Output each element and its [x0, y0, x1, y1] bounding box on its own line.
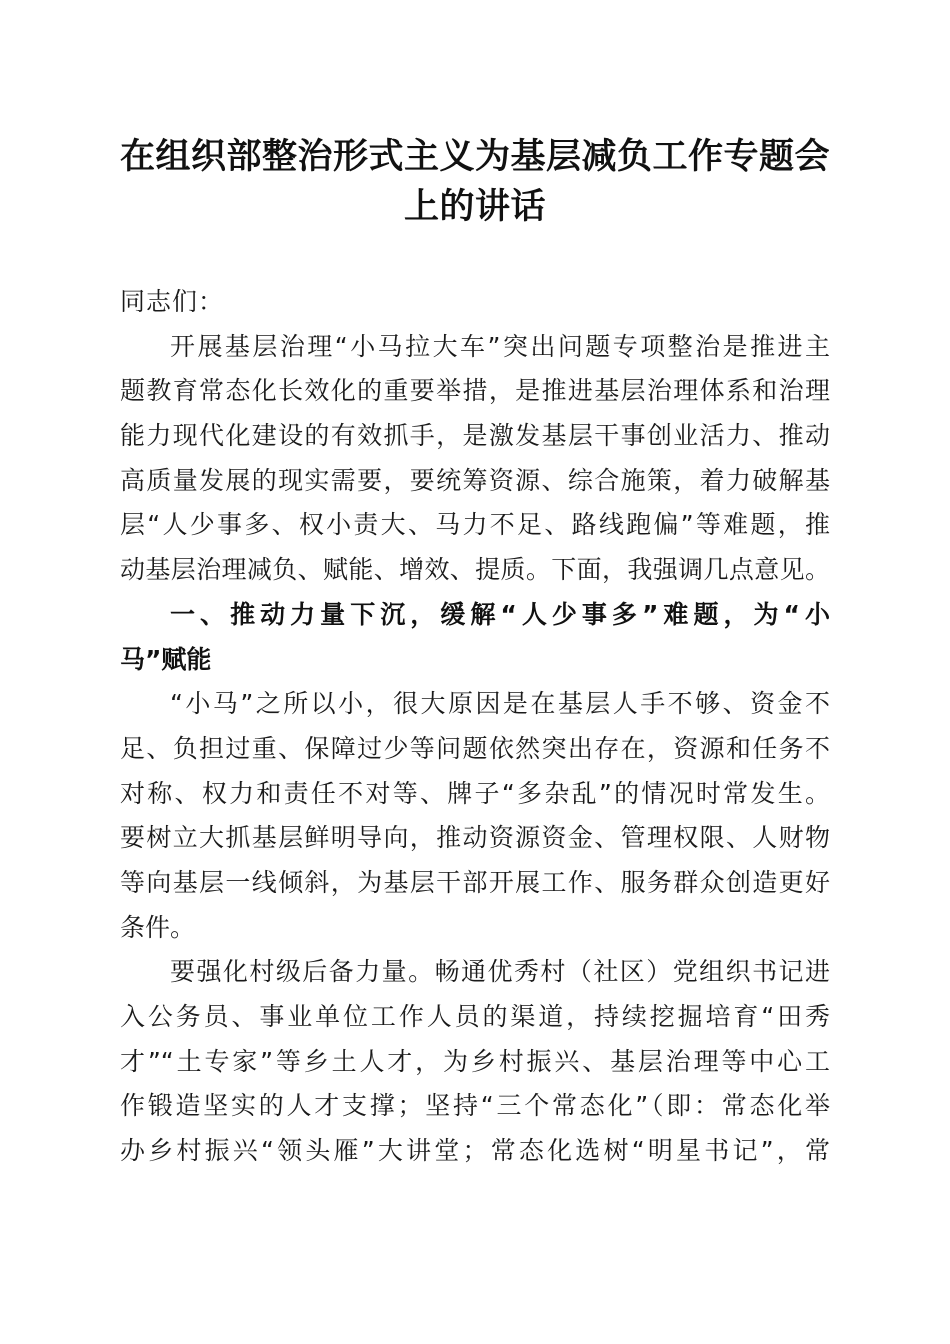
greeting: 同志们：: [120, 287, 225, 316]
paragraph-line: 动基层治理减负、赋能、增效、提质。下面，我强调几点意见。: [120, 555, 830, 585]
paragraph-line: 才”“土专家”等乡土人才，为乡村振兴、基层治理等中心工: [120, 1046, 830, 1076]
paragraph-3: [120, 950, 830, 1173]
paragraph-line: 开展基层治理“小马拉大车”突出问题专项整治是推进主: [170, 331, 830, 361]
paragraph-line: 层“人少事多、权小责大、马力不足、路线跑偏”等难题，推: [120, 510, 830, 540]
paragraph-line: 高质量发展的现实需要，要统筹资源、综合施策，着力破解基: [120, 465, 830, 495]
paragraph-line: 要强化村级后备力量。畅通优秀村（社区）党组织书记进: [170, 957, 830, 987]
paragraph-1: [120, 325, 830, 593]
document-title: [100, 132, 850, 232]
paragraph-line: 等向基层一线倾斜，为基层干部开展工作、服务群众创造更好: [120, 867, 830, 897]
paragraph-line: 对称、权力和责任不对等、牌子“多杂乱”的情况时常发生。: [120, 778, 830, 808]
paragraph-line: “小马”之所以小，很大原因是在基层人手不够、资金不: [170, 689, 830, 719]
paragraph-line: 足、负担过重、保障过少等问题依然突出存在，资源和任务不: [120, 733, 830, 763]
heading-line: 马”赋能: [120, 644, 212, 674]
paragraph-line: 能力现代化建设的有效抓手，是激发基层干事创业活力、推动: [120, 421, 830, 451]
title-line: 上的讲话: [403, 186, 546, 227]
paragraph-2: [120, 682, 830, 950]
paragraph-line: 题教育常态化长效化的重要举措，是推进基层治理体系和治理: [120, 376, 830, 406]
paragraph-line: 入公务员、事业单位工作人员的渠道，持续挖掘培育“田秀: [120, 1002, 830, 1031]
paragraph-line: 条件。: [120, 912, 196, 942]
section-heading-1: [120, 593, 830, 682]
paragraph-line: 要树立大抓基层鲜明导向，推动资源资金、管理权限、人财物: [120, 823, 830, 853]
heading-line: 一、推动力量下沉，缓解“人少事多”难题，为“小: [170, 599, 830, 629]
paragraph-line: 作锻造坚实的人才支撑；坚持“三个常态化”（即：常态化举: [120, 1091, 830, 1121]
document-body: [120, 280, 830, 1174]
title-line: 在组织部整治形式主义为基层减负工作专题会: [119, 136, 830, 177]
paragraph-line: 办乡村振兴“领头雁”大讲堂；常态化选树“明星书记”，常: [120, 1136, 830, 1166]
